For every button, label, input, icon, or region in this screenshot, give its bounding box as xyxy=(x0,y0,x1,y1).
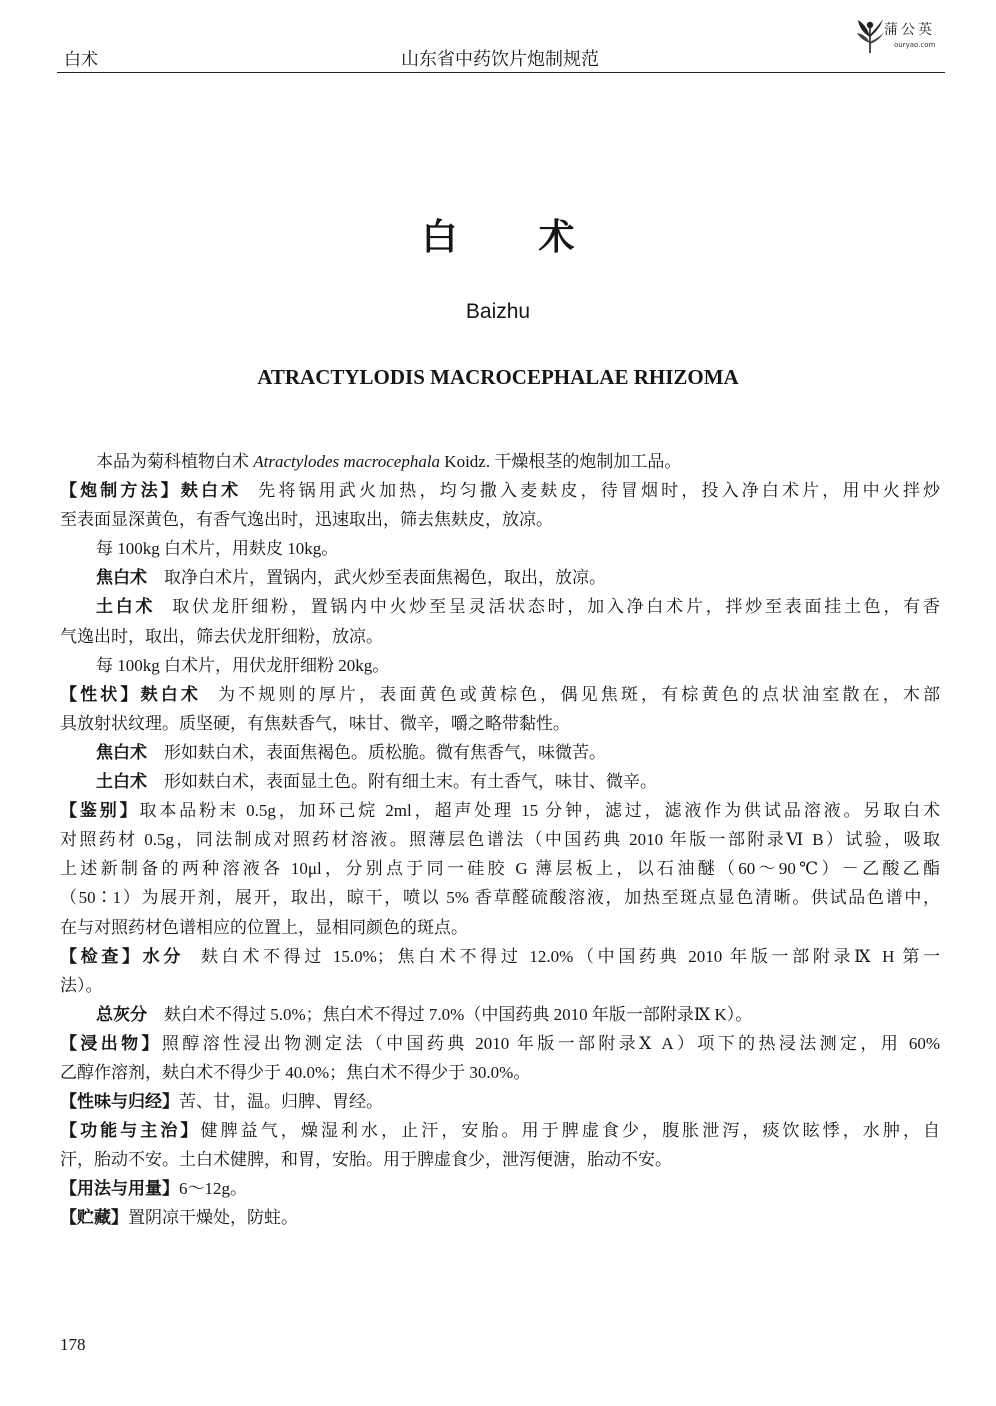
inspection-line xyxy=(60,971,940,1000)
processing-line xyxy=(60,476,940,505)
extractives-line xyxy=(60,1058,940,1087)
subsection-label: 焦白术 xyxy=(96,742,147,763)
paragraph-text: 汗，胎动不安。土白术健脾，和胃，安胎。用于脾虚食少，泄泻便溏，胎动不安。 xyxy=(60,1150,672,1170)
section-label: 【用法与用量】 xyxy=(60,1179,179,1200)
subsection-label: 总灰分 xyxy=(96,1004,147,1025)
paragraph-text: 为不规则的厚片，表面黄色或黄棕色，偶见焦斑，有棕黄色的点状油室散在，木部 xyxy=(218,684,941,704)
paragraph-text: 6～12g。 xyxy=(179,1179,247,1199)
description-jiao-line xyxy=(60,738,940,767)
processing-tu-line xyxy=(60,592,940,621)
section-label: 【性状】 xyxy=(60,684,141,705)
paragraph-text: 每 100kg 白术片，用麸皮 10kg。 xyxy=(96,539,339,559)
paragraph-text: 至表面显深黄色，有香气逸出时，迅速取出，筛去焦麸皮，放凉。 xyxy=(60,510,553,530)
page-number: 178 xyxy=(60,1335,86,1354)
description-line xyxy=(60,709,940,738)
paragraph-text: 取本品粉末 0.5g，加环己烷 2ml，超声处理 15 分钟，滤过，滤液作为供试品溶液。另取白术 xyxy=(139,801,940,821)
function-indication-line xyxy=(60,1116,940,1145)
processing-ratio-line xyxy=(60,534,940,563)
storage-line xyxy=(60,1203,940,1232)
description-tu-line xyxy=(60,767,940,796)
paragraph-text: 先将锅用武火加热，均匀撒入麦麸皮，待冒烟时，投入净白术片，用中火拌炒 xyxy=(258,481,941,501)
header-divider xyxy=(57,72,945,73)
description-line xyxy=(60,680,940,709)
inspection-line xyxy=(60,942,940,971)
running-header-section: 白术 xyxy=(64,50,98,70)
species-name: Atractylodes macrocephala xyxy=(253,452,441,471)
intro-text: Koidz. 干燥根茎的炮制加工品。 xyxy=(440,452,682,471)
paragraph-text: 每 100kg 白术片，用伏龙肝细粉 20kg。 xyxy=(96,655,390,675)
paragraph-text: 取伏龙肝细粉，置锅内中火炒至呈灵活状态时，加入净白术片，拌炒至表面挂土色，有香 xyxy=(172,597,941,617)
section-label: 【鉴别】 xyxy=(60,801,140,822)
section-label: 【检查】 xyxy=(60,946,143,967)
subsection-label: 麸白术 xyxy=(180,481,242,502)
paragraph-text: 对照药材 0.5g，同法制成对照药材溶液。照薄层色谱法（中国药典 2010 年版一部附录Ⅵ B）试验，吸取 xyxy=(60,830,940,850)
paragraph-text: 上述新制备的两种溶液各 10μl，分别点于同一硅胶 G 薄层板上，以石油醚（60～90℃）－乙酸乙酯 xyxy=(60,859,940,879)
running-header-book-title: 山东省中药饮片炮制规范 xyxy=(401,49,599,70)
monograph-pinyin: Baizhu xyxy=(465,300,531,323)
dandelion-plant-icon xyxy=(855,16,885,54)
subsection-label: 土白术 xyxy=(96,772,147,793)
section-label: 【性味与归经】 xyxy=(60,1092,179,1113)
monograph-latin-name: ATRACTYLODIS MACROCEPHALAE RHIZOMA xyxy=(257,365,739,389)
intro-line xyxy=(60,447,940,476)
paragraph-text: 取净白术片，置锅内，武火炒至表面焦褐色，取出，放凉。 xyxy=(164,568,606,588)
processing-tu-line xyxy=(60,622,940,651)
identification-line xyxy=(60,913,940,942)
identification-line xyxy=(60,883,940,912)
inspection-ash-line xyxy=(60,1000,940,1029)
section-label: 【功能与主治】 xyxy=(60,1121,201,1142)
paragraph-text: 置阴凉干燥处，防蛀。 xyxy=(128,1208,298,1228)
section-label: 【浸出物】 xyxy=(60,1033,162,1054)
paragraph-text: 麸白术不得过 15.0%；焦白术不得过 12.0%（中国药典 2010 年版一部附录Ⅸ H 第一 xyxy=(201,946,941,966)
subsection-label: 土白术 xyxy=(96,597,156,618)
paragraph-text: 照醇溶性浸出物测定法（中国药典 2010 年版一部附录Ⅹ A）项下的热浸法测定，用 60% xyxy=(161,1033,940,1053)
subsection-label: 水分 xyxy=(142,946,185,967)
paragraph-text: 具放射状纹理。质坚硬，有焦麸香气，味甘、微辛，嚼之略带黏性。 xyxy=(60,713,570,733)
monograph-body xyxy=(60,447,940,1233)
function-indication-line xyxy=(60,1145,940,1174)
paragraph-text: 健脾益气，燥湿利水，止汗，安胎。用于脾虚食少，腹胀泄泻，痰饮眩悸，水肿，自 xyxy=(200,1121,941,1141)
section-label: 【贮藏】 xyxy=(60,1208,128,1229)
processing-jiao-line xyxy=(60,563,940,592)
paragraph-text: 苦、甘，温。归脾、胃经。 xyxy=(179,1092,383,1112)
logo-url: ouryao.com xyxy=(894,41,936,49)
monograph-title: 白术 xyxy=(421,217,656,258)
extractives-line xyxy=(60,1029,940,1058)
paragraph-text: 形如麸白术，表面焦褐色。质松脆。微有焦香气，味微苦。 xyxy=(164,742,606,762)
paragraph-text: 气逸出时，取出，筛去伏龙肝细粉，放凉。 xyxy=(60,626,383,646)
subsection-label: 焦白术 xyxy=(96,568,147,589)
paragraph-text: 法）。 xyxy=(60,975,103,995)
identification-line xyxy=(60,796,940,825)
paragraph-text: （50∶1）为展开剂，展开，取出，晾干，喷以 5% 香草醛硫酸溶液，加热至斑点显色清晰。供试品色谱中， xyxy=(60,888,940,908)
nature-meridian-line xyxy=(60,1087,940,1116)
logo-wordmark: 蒲公英 xyxy=(884,23,935,38)
identification-line xyxy=(60,854,940,883)
paragraph-text: 在与对照药材色谱相应的位置上，显相同颜色的斑点。 xyxy=(60,917,468,937)
identification-line xyxy=(60,825,940,854)
paragraph-text: 乙醇作溶剂，麸白术不得少于 40.0%；焦白术不得少于 30.0%。 xyxy=(60,1062,531,1082)
section-label: 【炮制方法】 xyxy=(60,481,181,502)
usage-dosage-line xyxy=(60,1174,940,1203)
paragraph-text: 麸白术不得过 5.0%；焦白术不得过 7.0%（中国药典 2010 年版一部附录Ⅸ K）。 xyxy=(164,1004,753,1024)
processing-line xyxy=(60,505,940,534)
paragraph-text: 形如麸白术，表面显土色。附有细土末。有土香气，味甘、微辛。 xyxy=(164,772,657,792)
intro-text: 本品为菊科植物白术 xyxy=(96,452,254,471)
subsection-label: 麸白术 xyxy=(140,684,202,705)
processing-ratio-line xyxy=(60,651,940,680)
